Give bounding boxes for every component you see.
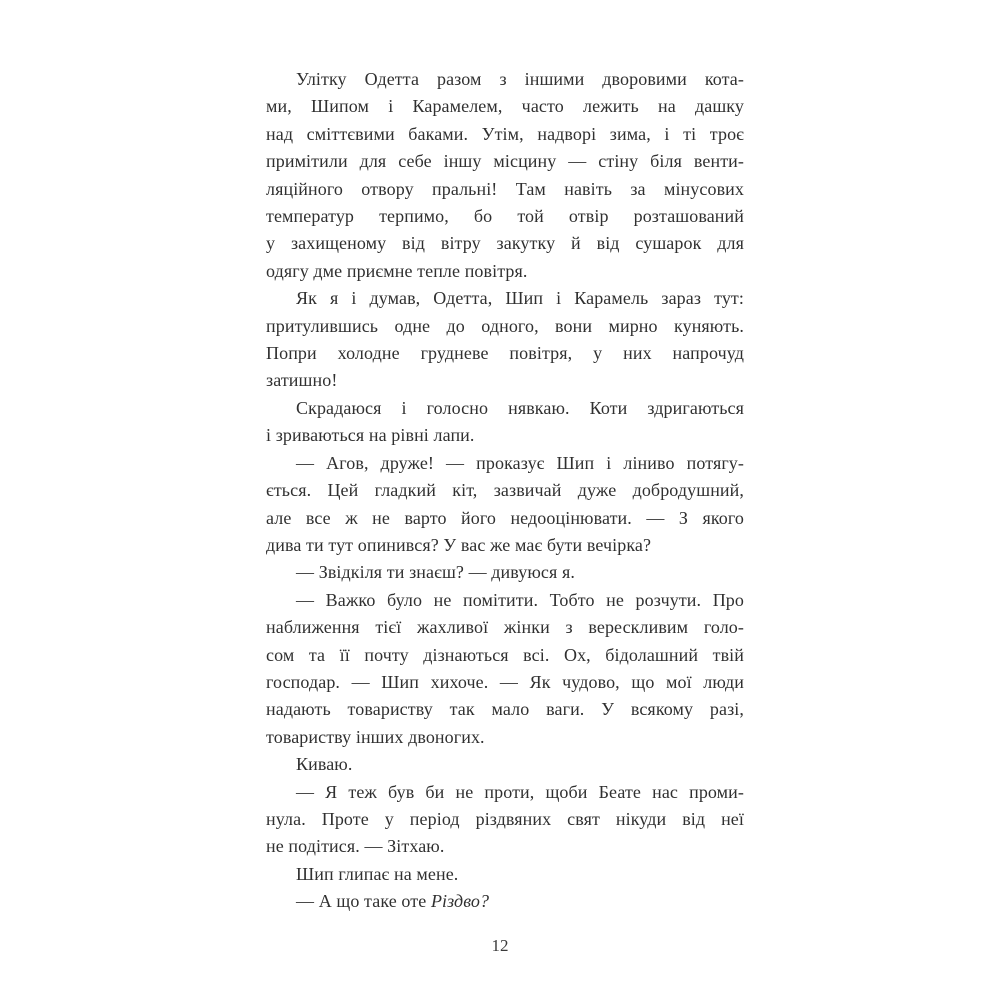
text-line <box>266 121 744 148</box>
text-run: Шип глипає на мене. <box>296 863 459 884</box>
text-run: ми, Шипом і Карамелем, часто лежить на дашку <box>266 96 744 117</box>
text-line <box>266 477 744 504</box>
text-line <box>266 422 744 449</box>
text-run: надають товариству так мало ваги. У всякому разі, <box>266 699 744 720</box>
paragraph <box>266 779 744 861</box>
text-line <box>266 285 744 312</box>
text-line <box>266 751 744 778</box>
text-line <box>266 833 744 860</box>
text-run: — Агов, друже! — проказує Шип і ліниво потягу- <box>296 452 744 473</box>
paragraph <box>266 888 744 915</box>
text-line <box>266 505 744 532</box>
text-line <box>266 532 744 559</box>
text-run: Скрадаюся і голосно нявкаю. Коти здригаються <box>296 397 744 418</box>
paragraph <box>266 559 744 586</box>
italic-text-run: Різдво? <box>430 891 490 912</box>
text-run: у захищеному від вітру закутку й від сушарок для <box>266 233 744 254</box>
text-line <box>266 642 744 669</box>
text-run: над сміттєвими баками. Утім, надворі зима, і ті троє <box>266 123 744 144</box>
text-run: — Я теж був би не проти, щоби Беате нас проми- <box>296 781 744 802</box>
text-run: — Важко було не помітити. Тобто не розчути. Про <box>296 589 744 610</box>
paragraph <box>266 751 744 778</box>
text-run: наближення тієї жахливої жінки з верескливим голо- <box>266 617 744 638</box>
text-line <box>266 559 744 586</box>
text-line <box>266 669 744 696</box>
text-run: — А що таке оте <box>296 891 431 912</box>
paragraph <box>266 285 744 395</box>
text-line <box>266 861 744 888</box>
text-run: одягу дме приємне тепле повітря. <box>266 260 528 281</box>
text-run: і зриваються на рівні лапи. <box>266 425 475 446</box>
text-run: притулившись одне до одного, вони мирно куняють. <box>266 315 744 336</box>
paragraph <box>266 450 744 560</box>
text-run: сом та її почту дізнаються всі. Ох, бідолашний твій <box>266 644 744 665</box>
paragraph <box>266 861 744 888</box>
text-run: температур терпимо, бо той отвір розташований <box>266 206 744 227</box>
text-run: ляційного отвору пральні! Там навіть за мінусових <box>266 178 744 199</box>
text-run: Як я і думав, Одетта, Шип і Карамель зараз тут: <box>296 288 744 309</box>
paragraph <box>266 66 744 285</box>
text-run: господар. — Шип хихоче. — Як чудово, що мої люди <box>266 671 744 692</box>
text-run: — Звідкіля ти знаєш? — дивуюся я. <box>296 562 575 583</box>
text-line <box>266 230 744 257</box>
text-line <box>266 313 744 340</box>
text-run: нула. Проте у період різдвяних свят нікуди від неї <box>266 808 744 829</box>
page-text-block <box>266 66 744 916</box>
text-run: Улітку Одетта разом з іншими дворовими кота- <box>296 69 744 89</box>
paragraph <box>266 587 744 751</box>
text-line <box>266 696 744 723</box>
text-line <box>266 176 744 203</box>
text-run: Киваю. <box>296 754 353 775</box>
text-line <box>266 888 744 915</box>
text-line <box>266 779 744 806</box>
text-line <box>266 587 744 614</box>
text-run: дива ти тут опинився? У вас же має бути вечірка? <box>266 534 652 555</box>
text-line <box>266 395 744 422</box>
text-run: товариству інших двоногих. <box>266 726 485 747</box>
text-run: примітили для себе іншу місцину — стіну біля венти- <box>266 151 744 172</box>
text-run: але все ж не варто його недооцінювати. — З якого <box>266 507 744 528</box>
text-line <box>266 148 744 175</box>
page-number: 12 <box>491 936 509 955</box>
paragraph <box>266 395 744 450</box>
text-line <box>266 614 744 641</box>
text-line <box>266 93 744 120</box>
text-run: не подітися. — Зітхаю. <box>266 836 445 857</box>
text-line <box>266 450 744 477</box>
text-line <box>266 806 744 833</box>
text-run: Попри холодне грудневе повітря, у них напрочуд <box>266 343 744 364</box>
text-line <box>266 724 744 751</box>
text-run: затишно! <box>266 370 338 391</box>
text-line <box>266 340 744 367</box>
text-run: ється. Цей гладкий кіт, зазвичай дуже добродушний, <box>266 480 744 501</box>
text-line <box>266 367 744 394</box>
text-line <box>266 66 744 93</box>
text-line <box>266 258 744 285</box>
text-line <box>266 203 744 230</box>
